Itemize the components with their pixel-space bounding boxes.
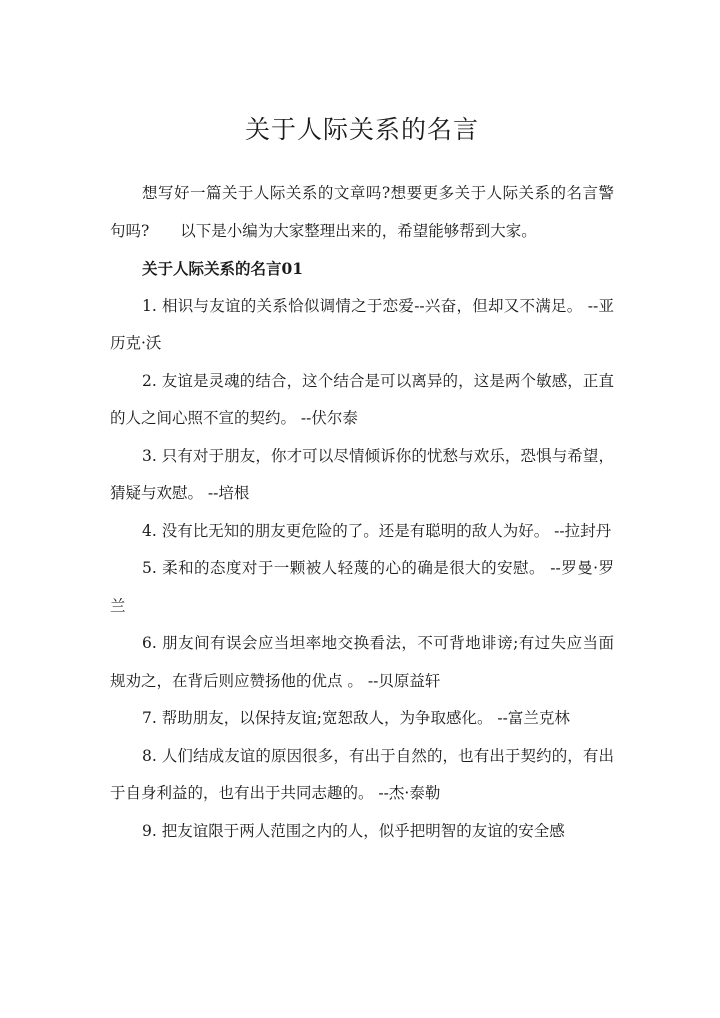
quote-paragraph-9: 9. 把友谊限于两人范围之内的人，似乎把明智的友谊的安全感 [142, 821, 565, 840]
quote-paragraph-1: 1. 相识与友谊的关系恰似调情之于恋爱--兴奋，但却又不满足。 --亚历克·沃 [110, 296, 614, 352]
document-title: 关于人际关系的名言 [244, 115, 479, 144]
intro-paragraph: 想写好一篇关于人际关系的文章吗?想要更多关于人际关系的名言警句吗? 以下是小编为大家整理出来的，希望能够帮到大家。 [110, 184, 614, 240]
quote-paragraph-4: 4. 没有比无知的朋友更危险的了。还是有聪明的敌人为好。 --拉封丹 [142, 521, 612, 540]
quote-paragraph-2: 2. 友谊是灵魂的结合，这个结合是可以离异的，这是两个敏感，正直的人之间心照不宣的契约。 --伏尔泰 [110, 371, 614, 427]
quote-paragraph-6: 6. 朋友间有误会应当坦率地交换看法，不可背地诽谤;有过失应当面规劝之，在背后则应赞扬他的优点 。 --贝原益轩 [110, 634, 614, 690]
section-heading: 关于人际关系的名言01 [142, 259, 304, 278]
quote-paragraph-7: 7. 帮助朋友，以保持友谊;宽恕敌人，为争取感化。 --富兰克林 [142, 709, 570, 727]
quote-paragraph-8: 8. 人们结成友谊的原因很多，有出于自然的，也有出于契约的，有出于自身利益的，也有出于共同志趣的。 --杰·泰勒 [110, 746, 614, 802]
quote-paragraph-3: 3. 只有对于朋友，你才可以尽情倾诉你的忧愁与欢乐，恐惧与希望，猜疑与欢慰。 --培根 [110, 446, 614, 502]
document-body [110, 175, 614, 850]
quote-paragraph-5: 5. 柔和的态度对于一颗被人轻蔑的心的确是很大的安慰。 --罗曼·罗兰 [110, 559, 614, 615]
